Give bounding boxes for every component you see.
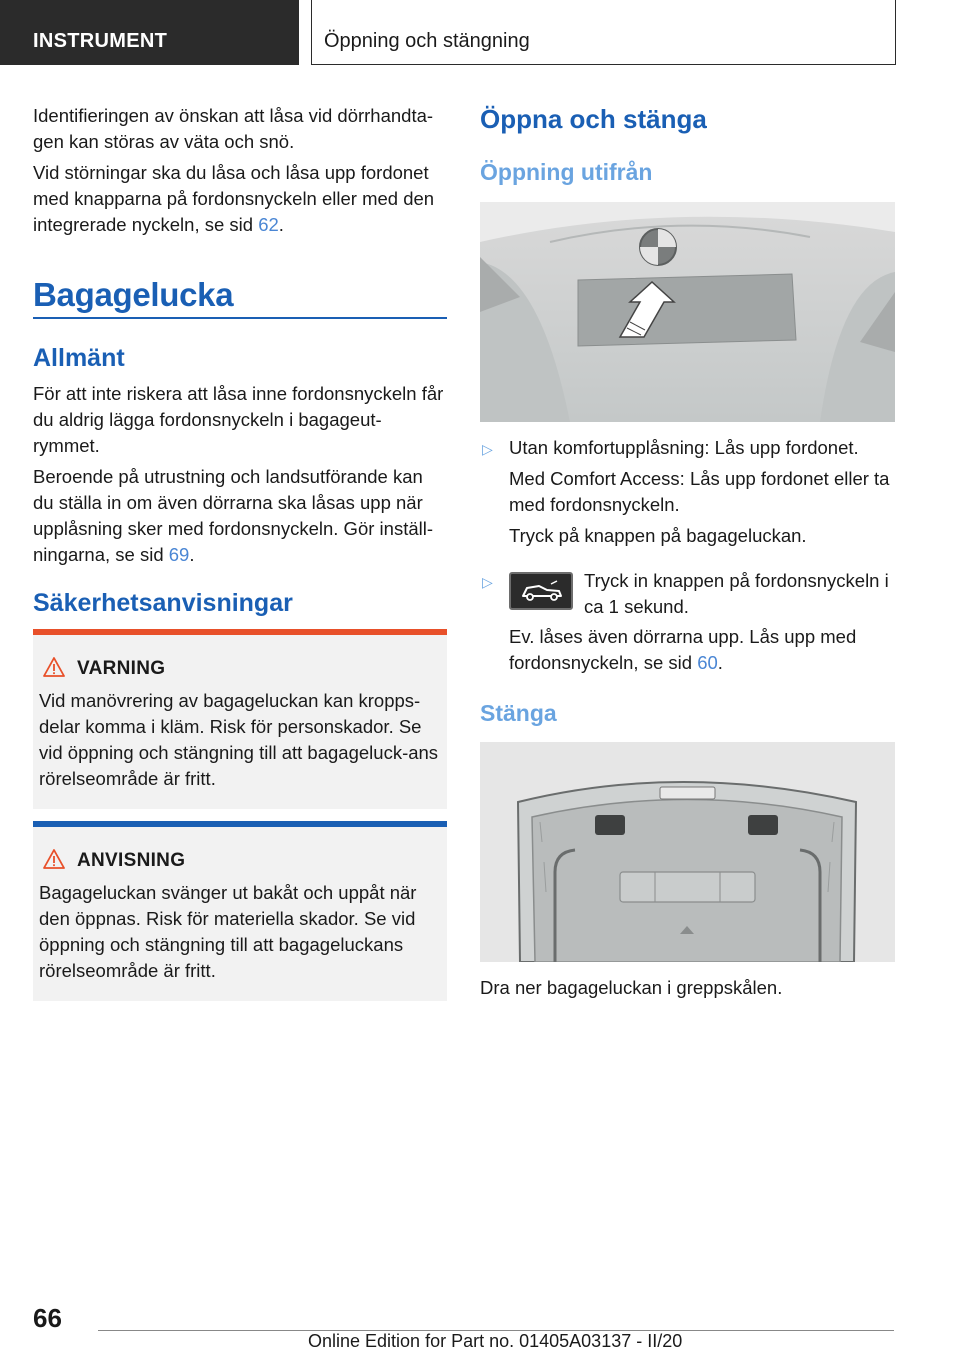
bullet2-line2 [509,624,895,676]
chapter-tab [311,0,896,65]
edition-note: Online Edition for Part no. 01405A03137 - II/20 [308,1331,683,1351]
chapter-title: Öppning och stängning [324,30,530,52]
intro-paragraph-2 [33,160,447,238]
trunk-interior-image [480,742,895,962]
notice-box [33,821,447,1001]
warning-bar [33,629,447,635]
trunk-exterior-image [480,202,895,422]
bullet1-line3: Tryck på knappen på bagageluckan. [509,525,807,546]
car-trunk-icon [511,574,571,608]
heading-bagagelucka: Bagagelucka [33,276,234,313]
page-link-60[interactable]: 60 [697,652,718,673]
bullet2-line2-text: Ev. låses även dörrarna upp. Lås upp med fordonsnyckeln, se sid [509,626,857,673]
bullet2-line2-end: . [717,652,723,673]
allmant-p2-end: . [189,544,195,565]
intro-paragraph-1: Identifieringen av önskan att låsa vid dörrhandta-gen kan störas av väta och snö. [33,105,434,152]
heading-rule [33,317,447,319]
heading-stanga: Stänga [480,700,557,726]
warning-text: Vid manövrering av bagageluckan kan kropps-delar komma i kläm. Risk för personskador. Se vid öppning och stängning till att bagageluck-ans rörelseområde är fritt. [39,690,439,789]
intro-p2-end: . [278,214,284,235]
notice-title: ANVISNING [77,850,186,871]
page-link-69[interactable]: 69 [168,544,190,565]
section-title: INSTRUMENT [33,30,168,52]
allmant-p2-text: Beroende på utrustning och landsutförande kan du ställa in om även dörrarna ska låsas upp när upplåsning sker med fordonsnyckeln. Gör inställ-ningarna, se sid [33,466,433,565]
warning-triangle-icon [43,849,65,869]
heading-sakerhet: Säkerhetsanvisningar [33,589,293,617]
heading-oppna-stanga: Öppna och stänga [480,104,707,134]
bullet-marker-2: ▷ [482,574,493,590]
heading-oppning-utifran: Öppning utifrån [480,159,653,185]
bullet1-line2: Med Comfort Access: Lås upp fordonet eller ta med fordonsnyckeln. [509,468,890,515]
bullet2-line1: Tryck in knappen på fordonsnyckeln i ca 1 sekund. [584,570,889,617]
stanga-caption: Dra ner bagageluckan i greppskålen. [480,977,783,998]
warning-title: VARNING [77,658,166,679]
warning-triangle-icon [43,657,65,677]
warning-box [33,629,447,809]
page-number: 66 [33,1303,62,1333]
key-trunk-button-icon [509,572,573,610]
bullet1-line1: Utan komfortupplåsning: Lås upp fordonet. [509,437,859,458]
section-tab [0,0,299,65]
allmant-paragraph-2 [33,464,447,568]
page-link-62[interactable]: 62 [258,214,279,235]
bullet-marker-1: ▷ [482,441,493,457]
intro-p2-text: Vid störningar ska du låsa och låsa upp fordonet med knapparna på fordonsnyckeln eller med den integrerade nyckeln, se sid [33,162,435,235]
heading-allmant: Allmänt [33,344,125,372]
trunk-exterior-illustration [480,202,895,422]
notice-text: Bagageluckan svänger ut bakåt och uppåt när den öppnas. Risk för materiella skador. Se vid öppning och stängning till att bagageluckans rörelseområde är fritt. [39,882,417,981]
notice-bar [33,821,447,827]
allmant-paragraph-1: För att inte riskera att låsa inne fordonsnyckeln får du aldrig lägga fordonsnyckeln i bagageut-rymmet. [33,383,444,456]
trunk-interior-illustration [480,742,895,962]
